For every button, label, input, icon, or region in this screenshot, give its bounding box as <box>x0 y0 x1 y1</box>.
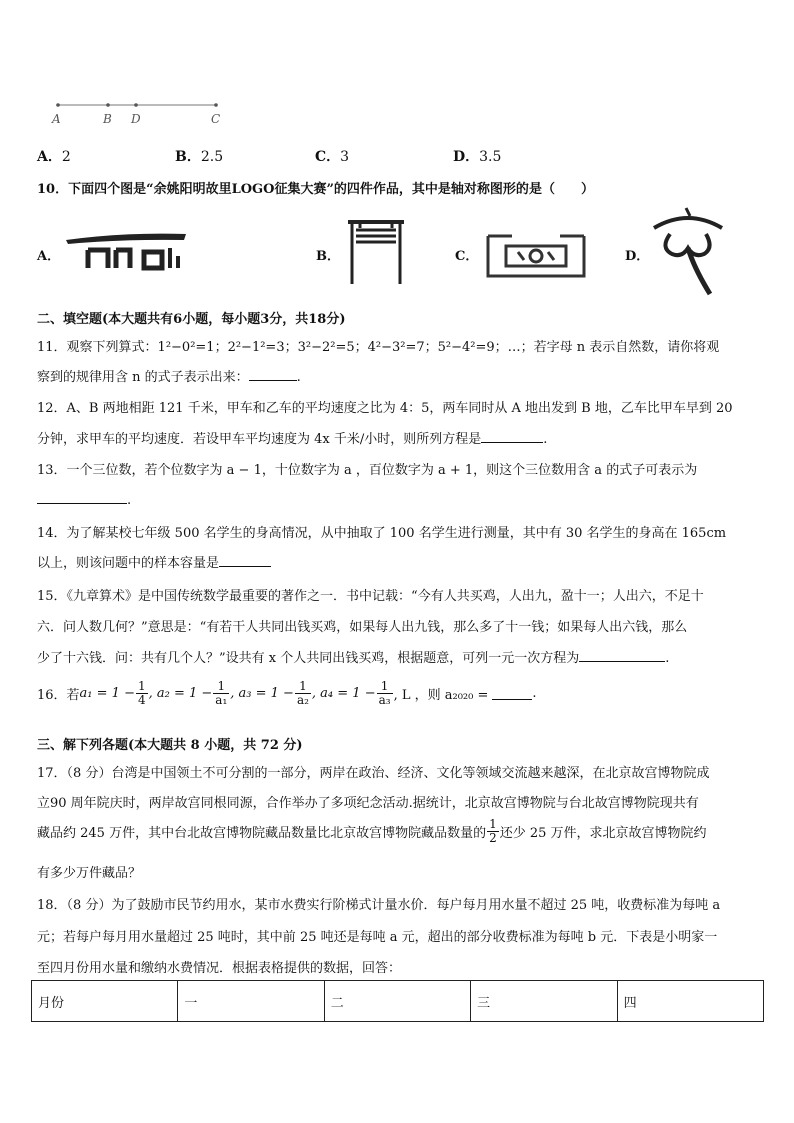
q10-option-b-label: B． <box>316 249 340 264</box>
q12-line-2: 分钟，求甲车的平均速度．若设甲车平均速度为 4x 千米/小时，则所列方程是 . <box>37 432 548 447</box>
q17-line-3: 藏品约 245 万件，其中台北故宫博物院藏品数量比北京故宫博物院藏品数量的 $\frac{1}{2}$ 还少 25 万件，求北京故宫博物院约 <box>37 817 707 845</box>
q17-line-4: 有多少万件藏品？ <box>37 866 142 881</box>
q10-option-c-label: C． <box>455 249 479 264</box>
fraction: $\frac{1}{\text{a₃}}$ <box>378 679 391 707</box>
point-label-b: B <box>103 112 112 126</box>
fraction-one-half: $\frac{1}{2}$ <box>489 817 497 845</box>
section-2-title: 二、填空题(本大题共有6小题，每小题3分，共18分) <box>37 312 346 327</box>
table-header-mar: 三 <box>471 981 617 1022</box>
q14-line-2: 以上，则该问题中的样本容量是 <box>37 552 271 571</box>
q9-choice-d: D．3.5 <box>453 149 502 165</box>
fraction: $\frac{1}{\text{a₂}}$ <box>296 679 309 707</box>
logo-b-image <box>346 216 406 286</box>
table-header-feb: 二 <box>324 981 470 1022</box>
q18-line-1: 18．（8 分）为了鼓励市民节约用水，某市水费实行阶梯式计量水价．每户每月用水量不超过 25 吨，收费标准为每吨 a <box>37 898 721 913</box>
table-header-apr: 四 <box>617 981 763 1022</box>
q11-line-1: 11．观察下列算式：1²−0²=1；2²−1²=3；3²−2²=5；4²−3²=7；5²−4²=9；…；若字母 n 表示自然数，请你将观 <box>37 340 720 355</box>
section-3-title: 三、解下列各题(本大题共 8 小题，共 72 分) <box>37 738 303 753</box>
q18-line-2: 元；若每户每月用水量超过 25 吨时，其中前 25 吨还是每吨 a 元，超出的部分收费标准为每吨 b 元．下表是小明家一 <box>37 930 718 945</box>
water-usage-table <box>31 980 764 1022</box>
logo-d-image <box>650 204 726 298</box>
q9-choice-c: C．3 <box>315 149 350 165</box>
table-header-jan: 一 <box>178 981 324 1022</box>
q18-line-3: 至四月份用水量和缴纳水费情况．根据表格提供的数据，回答： <box>37 961 402 976</box>
logo-c-image <box>484 226 588 280</box>
q15-line-2: 六．问人数几何？”意思是：“有若干人共同出钱买鸡，如果每人出九钱，那么多了十一钱；如果每人出六钱，那么 <box>37 620 688 635</box>
q17-line-1: 17．（8 分）台湾是中国领土不可分割的一部分，两岸在政治、经济、文化等领域交流越来越深，在北京故宫博物院成 <box>37 766 710 781</box>
q12-line-1: 12．A、B 两地相距 121 千米，甲车和乙车的平均速度之比为 4：5，两车同时从 A 地出发到 B 地，乙车比甲车早到 20 <box>37 401 733 416</box>
fraction: $\frac{1}{\text{a₁}}$ <box>215 679 228 707</box>
logo-a-image <box>64 228 190 274</box>
point-label-d: D <box>131 112 141 126</box>
q14-line-1: 14．为了解某校七年级 500 名学生的身高情况，从中抽取了 100 名学生进行测量，其中有 30 名学生的身高在 165cm <box>37 526 727 541</box>
q9-choice-b: B．2.5 <box>175 149 224 165</box>
q10-text: 10．下面四个图是“余姚阳明故里LOGO征集大赛”的四件作品，其中是轴对称图形的是（ ） <box>37 182 594 197</box>
q16-line: 16．若 a₁ = 1 − $\frac{1}{4}$ , a₂ = 1 − $\frac{1}{\text{a₁}}$ , a₃ = 1 − $\frac{1}{\text{a₂}}$ , a₄ = 1 − $\frac{1}{\text{a₃}}$ , L ，则 a₂₀₂₀ = . <box>37 679 537 707</box>
q10-option-a-label: A． <box>37 249 61 264</box>
point-label-c: C <box>211 112 221 126</box>
table-header-month: 月份 <box>32 981 178 1022</box>
q9-choice-a: A．2 <box>37 149 71 165</box>
fraction: $\frac{1}{4}$ <box>137 679 146 707</box>
q13-line-2: . <box>37 491 131 508</box>
q10-option-d-label: D． <box>625 249 650 264</box>
q17-line-2: 立90 周年院庆时，两岸故宫同根同源，合作举办了多项纪念活动.据统计，北京故宫博物院与台北故宫博物院现共有 <box>37 796 699 811</box>
point-label-a: A <box>52 112 61 126</box>
q11-line-2: 察到的规律用含 n 的式子表示出来： . <box>37 370 301 385</box>
q15-line-1: 15．《九章算术》是中国传统数学最重要的著作之一．书中记载：“今有人共买鸡，人出九，盈十一；人出六，不足十 <box>37 589 704 604</box>
table-row <box>32 981 764 1022</box>
q15-line-3: 少了十六钱．问：共有几个人？”设共有 x 个人共同出钱买鸡，根据题意，可列一元一次方程为 . <box>37 651 670 666</box>
q13-line-1: 13．一个三位数，若个位数字为 a − 1，十位数字为 a ，百位数字为 a + 1，则这个三位数用含 a 的式子可表示为 <box>37 463 698 478</box>
